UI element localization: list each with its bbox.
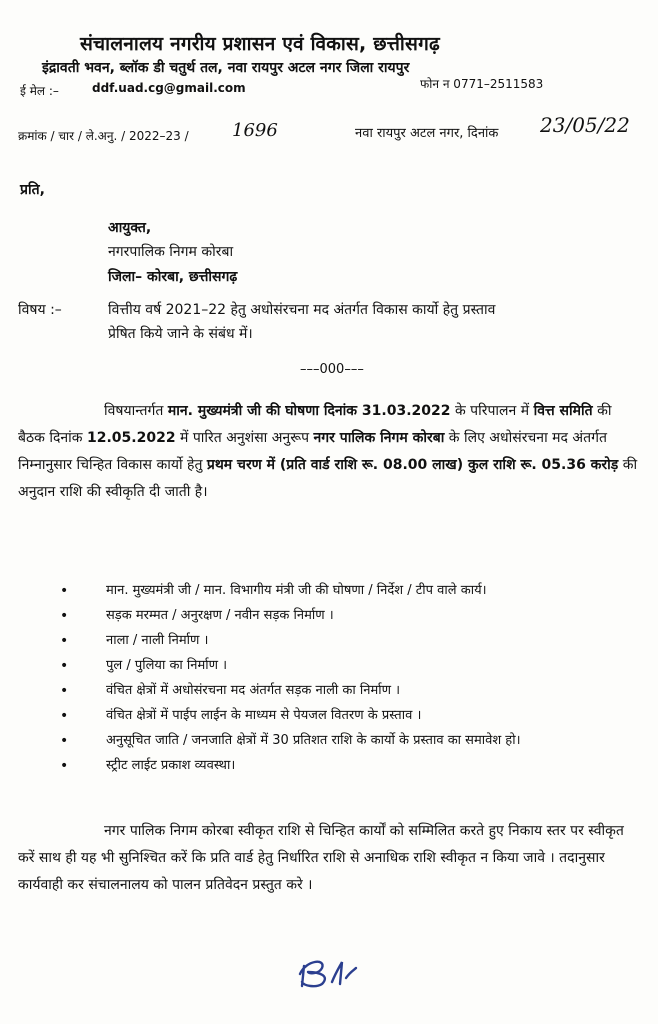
p1-e: की बैठक दिनांक — [18, 403, 612, 446]
subject-label: विषय :– — [18, 302, 62, 318]
list-item-text: पुल / पुलिया का निर्माण । — [106, 658, 228, 673]
bullet-icon: • — [60, 683, 69, 699]
recipient-district: जिला– कोरबा, छत्तीसगढ़ — [108, 269, 238, 285]
p2-text: नगर पालिक निगम कोरबा स्वीकृत राशि से चिन्हित कार्यों को सम्मिलित करते हुए निकाय स्तर पर स्वीकृत करें साथ ही यह भी सुनिश्चित करें कि प्रति वार्ड हेतु निर्धारित राशि से अनाधिक राशि स्वीकृत न किया जावे । तदानुसार कार्यवाही कर संचालनालय को पालन प्रतिवेदन प्रस्तुत करे । — [18, 823, 624, 893]
list-item — [60, 632, 640, 650]
subject-line-2: प्रेषित किये जाने के संबंध में। — [108, 326, 253, 342]
list-item — [60, 582, 640, 600]
list-item — [60, 732, 640, 750]
bullet-icon: • — [60, 708, 69, 724]
p1-h: नगर पालिक निगम कोरबा — [313, 430, 445, 446]
body-paragraph-2 — [18, 818, 640, 899]
works-list — [60, 582, 640, 782]
office-title: संचालनालय नगरीय प्रशासन एवं विकास, छत्तीसगढ़ — [80, 33, 440, 55]
bullet-icon: • — [60, 583, 69, 599]
to-label: प्रति, — [20, 182, 45, 198]
bullet-icon: • — [60, 608, 69, 624]
list-item — [60, 682, 640, 700]
p1-j: प्रथम चरण में (प्रति वार्ड राशि रू. 08.00 लाख) कुल राशि रू. 05.36 करोड़ — [206, 457, 619, 473]
list-item-text: अनुसूचित जाति / जनजाति क्षेत्रों में 30 प्रतिशत राशि के कार्यो के प्रस्ताव का समावेश हो। — [106, 733, 521, 748]
subject-line-1: वित्तीय वर्ष 2021–22 हेतु अधोसंरचना मद अंतर्गत विकास कार्यो हेतु प्रस्ताव — [108, 302, 496, 318]
list-item-text: वंचित क्षेत्रों में पाईप लाईन के माध्यम से पेयजल वितरण के प्रस्ताव । — [106, 708, 422, 723]
list-item — [60, 707, 640, 725]
list-item — [60, 607, 640, 625]
p1-c: के परिपालन में — [454, 403, 530, 419]
p1-k: की अनुदान राशि की स्वीकृति दी जाती है। — [18, 457, 638, 500]
reference-label: क्रमांक / चार / ले.अनु. / 2022–23 / — [18, 129, 189, 143]
list-item-text: स्ट्रीट लाईट प्रकाश व्यवस्था। — [106, 758, 236, 773]
office-address: इंद्रावती भवन, ब्लॉक डी चतुर्थ तल, नवा रायपुर अटल नगर जिला रायपुर — [42, 60, 410, 76]
list-item — [60, 657, 640, 675]
p1-g: में पारित अनुशंसा अनुरूप — [180, 430, 310, 446]
bullet-icon: • — [60, 658, 69, 674]
reference-number: 1696 — [232, 120, 278, 141]
list-item-text: नाला / नाली निर्माण । — [106, 633, 209, 648]
recipient-designation: आयुक्त, — [108, 220, 152, 236]
email-address: ddf.uad.cg@gmail.com — [92, 81, 246, 95]
p1-f: 12.05.2022 — [87, 430, 176, 446]
bullet-icon: • — [60, 758, 69, 774]
list-item — [60, 757, 640, 775]
p1-b: मान. मुख्यमंत्री जी की घोषणा दिनांक 31.03.2022 — [167, 403, 451, 419]
bullet-icon: • — [60, 633, 69, 649]
email-label: ई मेल :– — [20, 84, 59, 98]
recipient-office: नगरपालिक निगम कोरबा — [108, 244, 234, 260]
bullet-icon: • — [60, 733, 69, 749]
list-item-text: सड़क मरम्मत / अनुरक्षण / नवीन सड़क निर्माण । — [106, 608, 334, 623]
list-item-text: मान. मुख्यमंत्री जी / मान. विभागीय मंत्री जी की घोषणा / निर्देश / टीप वाले कार्य। — [106, 583, 487, 598]
body-paragraph-1 — [18, 398, 640, 506]
place-date-label: नवा रायपुर अटल नगर, दिनांक — [355, 126, 499, 141]
phone-number: फोन न 0771–2511583 — [420, 77, 544, 91]
p1-d: वित्त समिति — [533, 403, 593, 419]
p1-i: के लिए अधोसंरचना मद अंतर्गत निम्नानुसार चिन्हित विकास कार्यो हेतु — [18, 430, 607, 473]
p1-a: विषयान्तर्गत — [104, 403, 164, 419]
separator: –––000––– — [300, 362, 364, 377]
handwritten-date: 23/05/22 — [540, 113, 630, 137]
signature — [292, 952, 362, 992]
list-item-text: वंचित क्षेत्रों में अधोसंरचना मद अंतर्गत सड़क नाली का निर्माण । — [106, 683, 401, 698]
